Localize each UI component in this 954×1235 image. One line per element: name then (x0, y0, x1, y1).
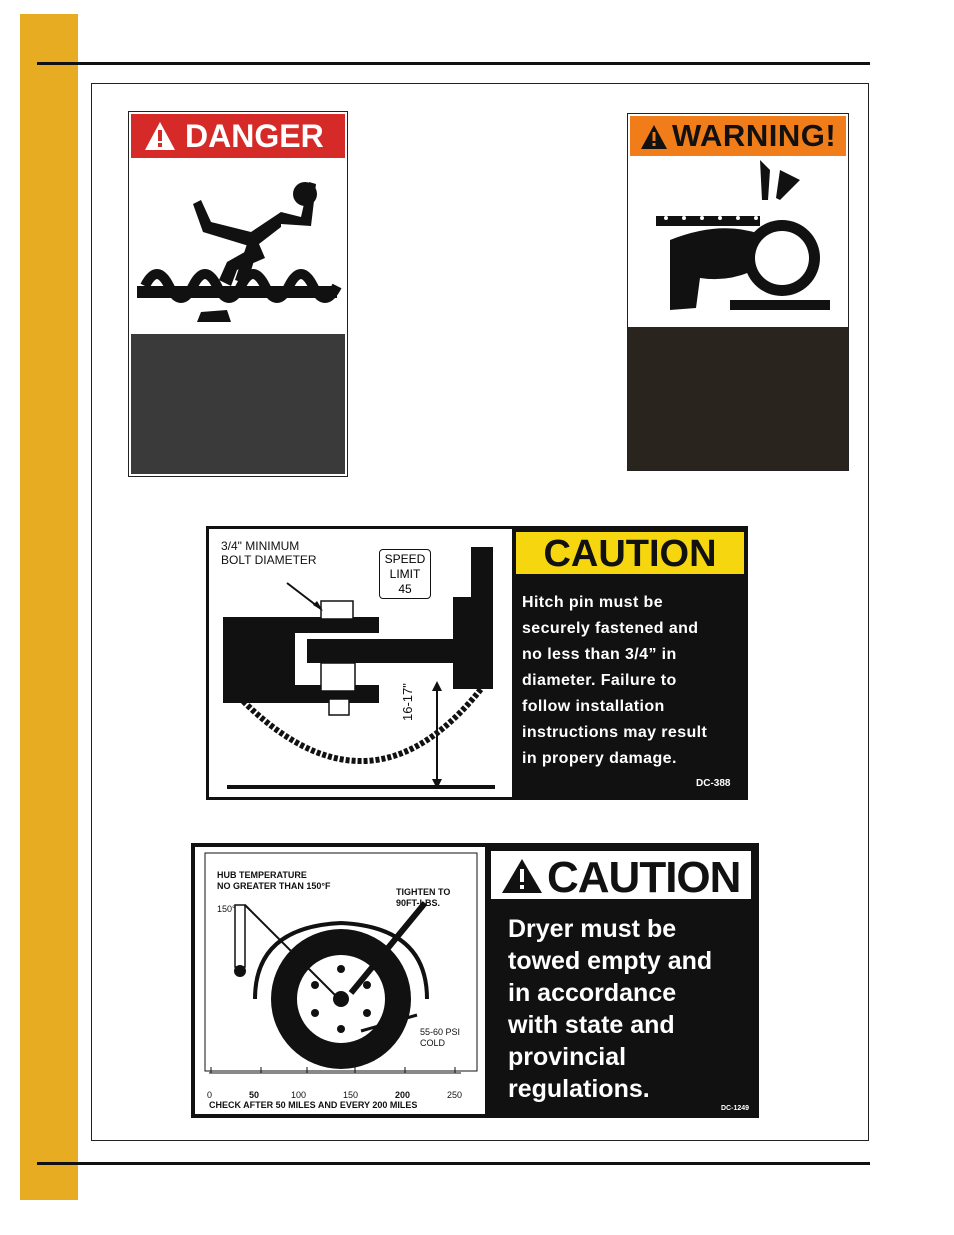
footer-rule (37, 1162, 870, 1165)
alert-triangle-icon (640, 124, 668, 150)
mileage-scale-150: 150 (343, 1090, 359, 1100)
header-rule (37, 62, 870, 65)
tighten-torque-label: TIGHTEN TO 90FT-LBS. (396, 887, 451, 908)
dryer-decal-code: DC-1249 (721, 1105, 750, 1112)
speed-limit-sign: SPEED LIMIT 45 (379, 549, 431, 599)
danger-title: DANGER (185, 118, 324, 154)
hitch-caution-header: CAUTION (516, 532, 744, 574)
mileage-scale-100: 100 (291, 1090, 307, 1100)
warning-decal (627, 113, 849, 471)
side-color-bar (20, 14, 78, 1200)
hitch-height-label: 16-17" (400, 683, 415, 721)
danger-decal (128, 111, 348, 477)
alert-triangle-icon (143, 120, 177, 152)
wheel-diagram (195, 847, 485, 1114)
auger-entanglement-pictogram (131, 162, 345, 332)
dryer-caution-decal (191, 843, 759, 1118)
dryer-caution-message: Dryer must be towed empty and in accordance with state and provincial regulations. (508, 915, 713, 1103)
hitch-decal-code: DC-388 (696, 778, 731, 789)
hub-temperature-label: HUB TEMPERATURE NO GREATER THAN 150°F (217, 870, 331, 891)
mileage-scale-0: 0 (207, 1090, 213, 1100)
mileage-scale-200: 200 (395, 1090, 411, 1100)
alert-triangle-icon (501, 858, 543, 894)
hitch-caution-decal (206, 526, 748, 800)
warning-header (630, 116, 846, 156)
mileage-check-label: CHECK AFTER 50 MILES AND EVERY 200 MILES (209, 1100, 418, 1110)
dryer-caution-header (489, 849, 753, 901)
hitch-drawing (209, 529, 512, 797)
bolt-diameter-label: 3/4" MINIMUM BOLT DIAMETER (221, 539, 317, 567)
dryer-caution-title: CAUTION (547, 853, 741, 902)
thermometer-label: 150° (217, 904, 236, 914)
hitch-caution-message: Hitch pin must be securely fastened and no less than 3/4” in diameter. Failure to follow installation instructions may result in propery damage. (522, 594, 708, 767)
chain-sprocket-pictogram (630, 160, 846, 330)
mileage-scale-50: 50 (249, 1090, 260, 1100)
warning-message-panel (628, 327, 848, 470)
danger-message-panel (131, 334, 345, 474)
hitch-diagram (209, 529, 512, 797)
warning-title: WARNING! (672, 118, 837, 153)
tire-pressure-label: 55-60 PSI COLD (420, 1027, 461, 1048)
mileage-scale-250: 250 (447, 1090, 463, 1100)
danger-header (131, 114, 345, 158)
